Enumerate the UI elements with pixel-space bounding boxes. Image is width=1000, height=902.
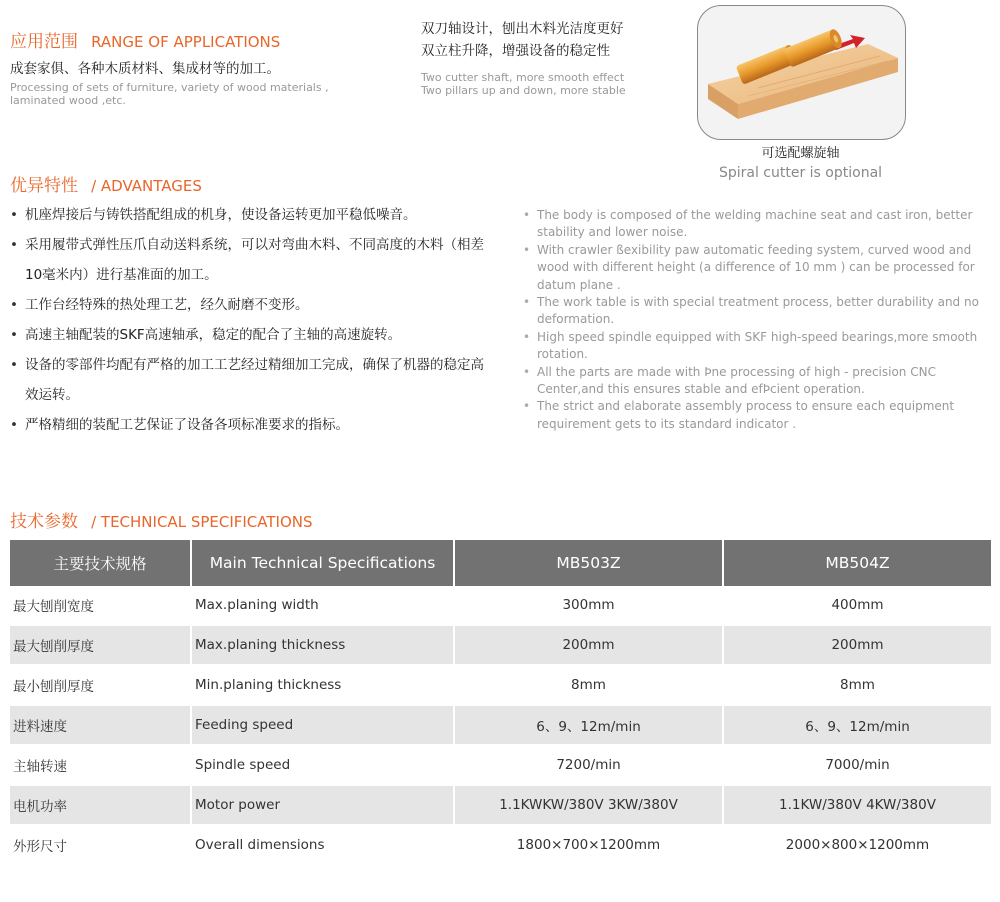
spec-name-cn: 最大刨削宽度 xyxy=(10,586,191,625)
spec-name-en: Max.planing width xyxy=(191,586,454,625)
spiral-cutter-illustration xyxy=(698,6,905,139)
header-spec-cn: 主要技术规格 xyxy=(10,540,191,586)
advantage-item-en: • The body is composed of the welding machine seat and cast iron, better stability and lower noise. xyxy=(523,207,995,242)
spec-value-mb503z: 1800×700×1200mm xyxy=(454,825,723,865)
advantage-item-cn: • 严格精细的装配工艺保证了设备各项标准要求的指标。 xyxy=(10,410,485,440)
applications-title-cn: 应用范围 xyxy=(10,32,78,52)
spec-value-mb504z: 1.1KW/380V 4KW/380V xyxy=(723,785,991,825)
advantage-item-cn: • 高速主轴配装的SKF高速轴承，稳定的配合了主轴的高速旋转。 xyxy=(10,320,485,350)
spec-value-mb504z: 6、9、12m/min xyxy=(723,705,991,745)
spec-name-en: Overall dimensions xyxy=(191,825,454,865)
spec-value-mb504z: 8mm xyxy=(723,665,991,705)
spec-value-mb503z: 6、9、12m/min xyxy=(454,705,723,745)
image-caption-en: Spiral cutter is optional xyxy=(718,165,883,181)
table-row xyxy=(10,665,991,705)
advantages-title-cn: 优异特性 xyxy=(10,176,78,196)
table-row xyxy=(10,586,991,625)
spec-name-en: Motor power xyxy=(191,785,454,825)
spec-name-cn: 进料速度 xyxy=(10,705,191,745)
spiral-cutter-image xyxy=(697,5,906,140)
specs-heading xyxy=(10,507,313,532)
table-row xyxy=(10,785,991,825)
header-model-mb503z: MB503Z xyxy=(454,540,723,586)
advantage-item-en: • All the parts are made with Þne processing of high - precision CNC Center,and this ensures stable and efÞcient operation. xyxy=(523,364,995,399)
advantages-list-en xyxy=(523,207,995,433)
table-row xyxy=(10,625,991,665)
spec-name-cn: 主轴转速 xyxy=(10,745,191,785)
table-row xyxy=(10,705,991,745)
spec-value-mb503z: 1.1KWKW/380V 3KW/380V xyxy=(454,785,723,825)
advantage-item-cn: • 设备的零部件均配有严格的加工工艺经过精细加工完成，确保了机器的稳定高效运转。 xyxy=(10,350,485,410)
feature-line2-en: Two pillars up and down, more stable xyxy=(421,84,626,97)
advantage-item-cn: • 采用履带式弹性压爪自动送料系统，可以对弯曲木料、不同高度的木料（相差10毫米内）进行基准面的加工。 xyxy=(10,230,485,290)
applications-heading xyxy=(10,27,280,52)
spec-name-cn: 电机功率 xyxy=(10,785,191,825)
spec-value-mb503z: 8mm xyxy=(454,665,723,705)
advantage-item-cn: • 工作台经特殊的热处理工艺，经久耐磨不变形。 xyxy=(10,290,485,320)
specs-title-cn: 技术参数 xyxy=(10,512,78,532)
spec-name-en: Max.planing thickness xyxy=(191,625,454,665)
table-row xyxy=(10,745,991,785)
applications-title-en: RANGE OF APPLICATIONS xyxy=(91,33,281,51)
specs-title-en: / TECHNICAL SPECIFICATIONS xyxy=(91,513,313,531)
advantages-title-en: / ADVANTAGES xyxy=(91,177,202,195)
advantages-heading xyxy=(10,171,202,196)
image-caption xyxy=(697,145,904,183)
applications-text-cn: 成套家俱、各种木质材料、集成材等的加工。 xyxy=(10,61,280,77)
advantage-item-en: • With crawler ßexibility paw automatic feeding system, curved wood and wood with different height (a difference of 10 mm ) can be processed for datum plane . xyxy=(523,242,995,294)
spec-name-cn: 最大刨削厚度 xyxy=(10,625,191,665)
feature-line1-cn: 双刀轴设计，刨出木料光洁度更好 xyxy=(421,21,624,37)
spec-value-mb504z: 2000×800×1200mm xyxy=(723,825,991,865)
spec-value-mb503z: 200mm xyxy=(454,625,723,665)
spec-value-mb503z: 7200/min xyxy=(454,745,723,785)
advantage-item-en: • High speed spindle equipped with SKF high-speed bearings,more smooth rotation. xyxy=(523,329,995,364)
specs-table xyxy=(10,540,991,866)
spec-value-mb504z: 400mm xyxy=(723,586,991,625)
spec-name-cn: 外形尺寸 xyxy=(10,825,191,865)
advantage-item-en: • The work table is with special treatment process, better durability and no deformation. xyxy=(523,294,995,329)
advantage-item-cn: • 机座焊接后与铸铁搭配组成的机身，使设备运转更加平稳低噪音。 xyxy=(10,200,485,230)
header-model-mb504z: MB504Z xyxy=(723,540,991,586)
spec-value-mb504z: 7000/min xyxy=(723,745,991,785)
spec-name-en: Spindle speed xyxy=(191,745,454,785)
spec-name-en: Min.planing thickness xyxy=(191,665,454,705)
image-caption-cn: 可选配螺旋轴 xyxy=(761,146,840,161)
spec-value-mb503z: 300mm xyxy=(454,586,723,625)
advantage-item-en: • The strict and elaborate assembly process to ensure each equipment requirement gets to its standard indicator . xyxy=(523,398,995,433)
header-spec-en: Main Technical Specifications xyxy=(191,540,454,586)
feature-line1-en: Two cutter shaft, more smooth effect xyxy=(421,71,625,84)
feature-line2-cn: 双立柱升降，增强设备的稳定性 xyxy=(421,43,610,59)
feature-block xyxy=(421,18,626,97)
table-row xyxy=(10,825,991,865)
specs-header-row xyxy=(10,540,991,586)
applications-text-en: Processing of sets of furniture, variety of wood materials , laminated wood ,etc. xyxy=(10,81,329,107)
spec-value-mb504z: 200mm xyxy=(723,625,991,665)
advantages-list-cn xyxy=(10,200,485,440)
spec-name-en: Feeding speed xyxy=(191,705,454,745)
spec-name-cn: 最小刨削厚度 xyxy=(10,665,191,705)
